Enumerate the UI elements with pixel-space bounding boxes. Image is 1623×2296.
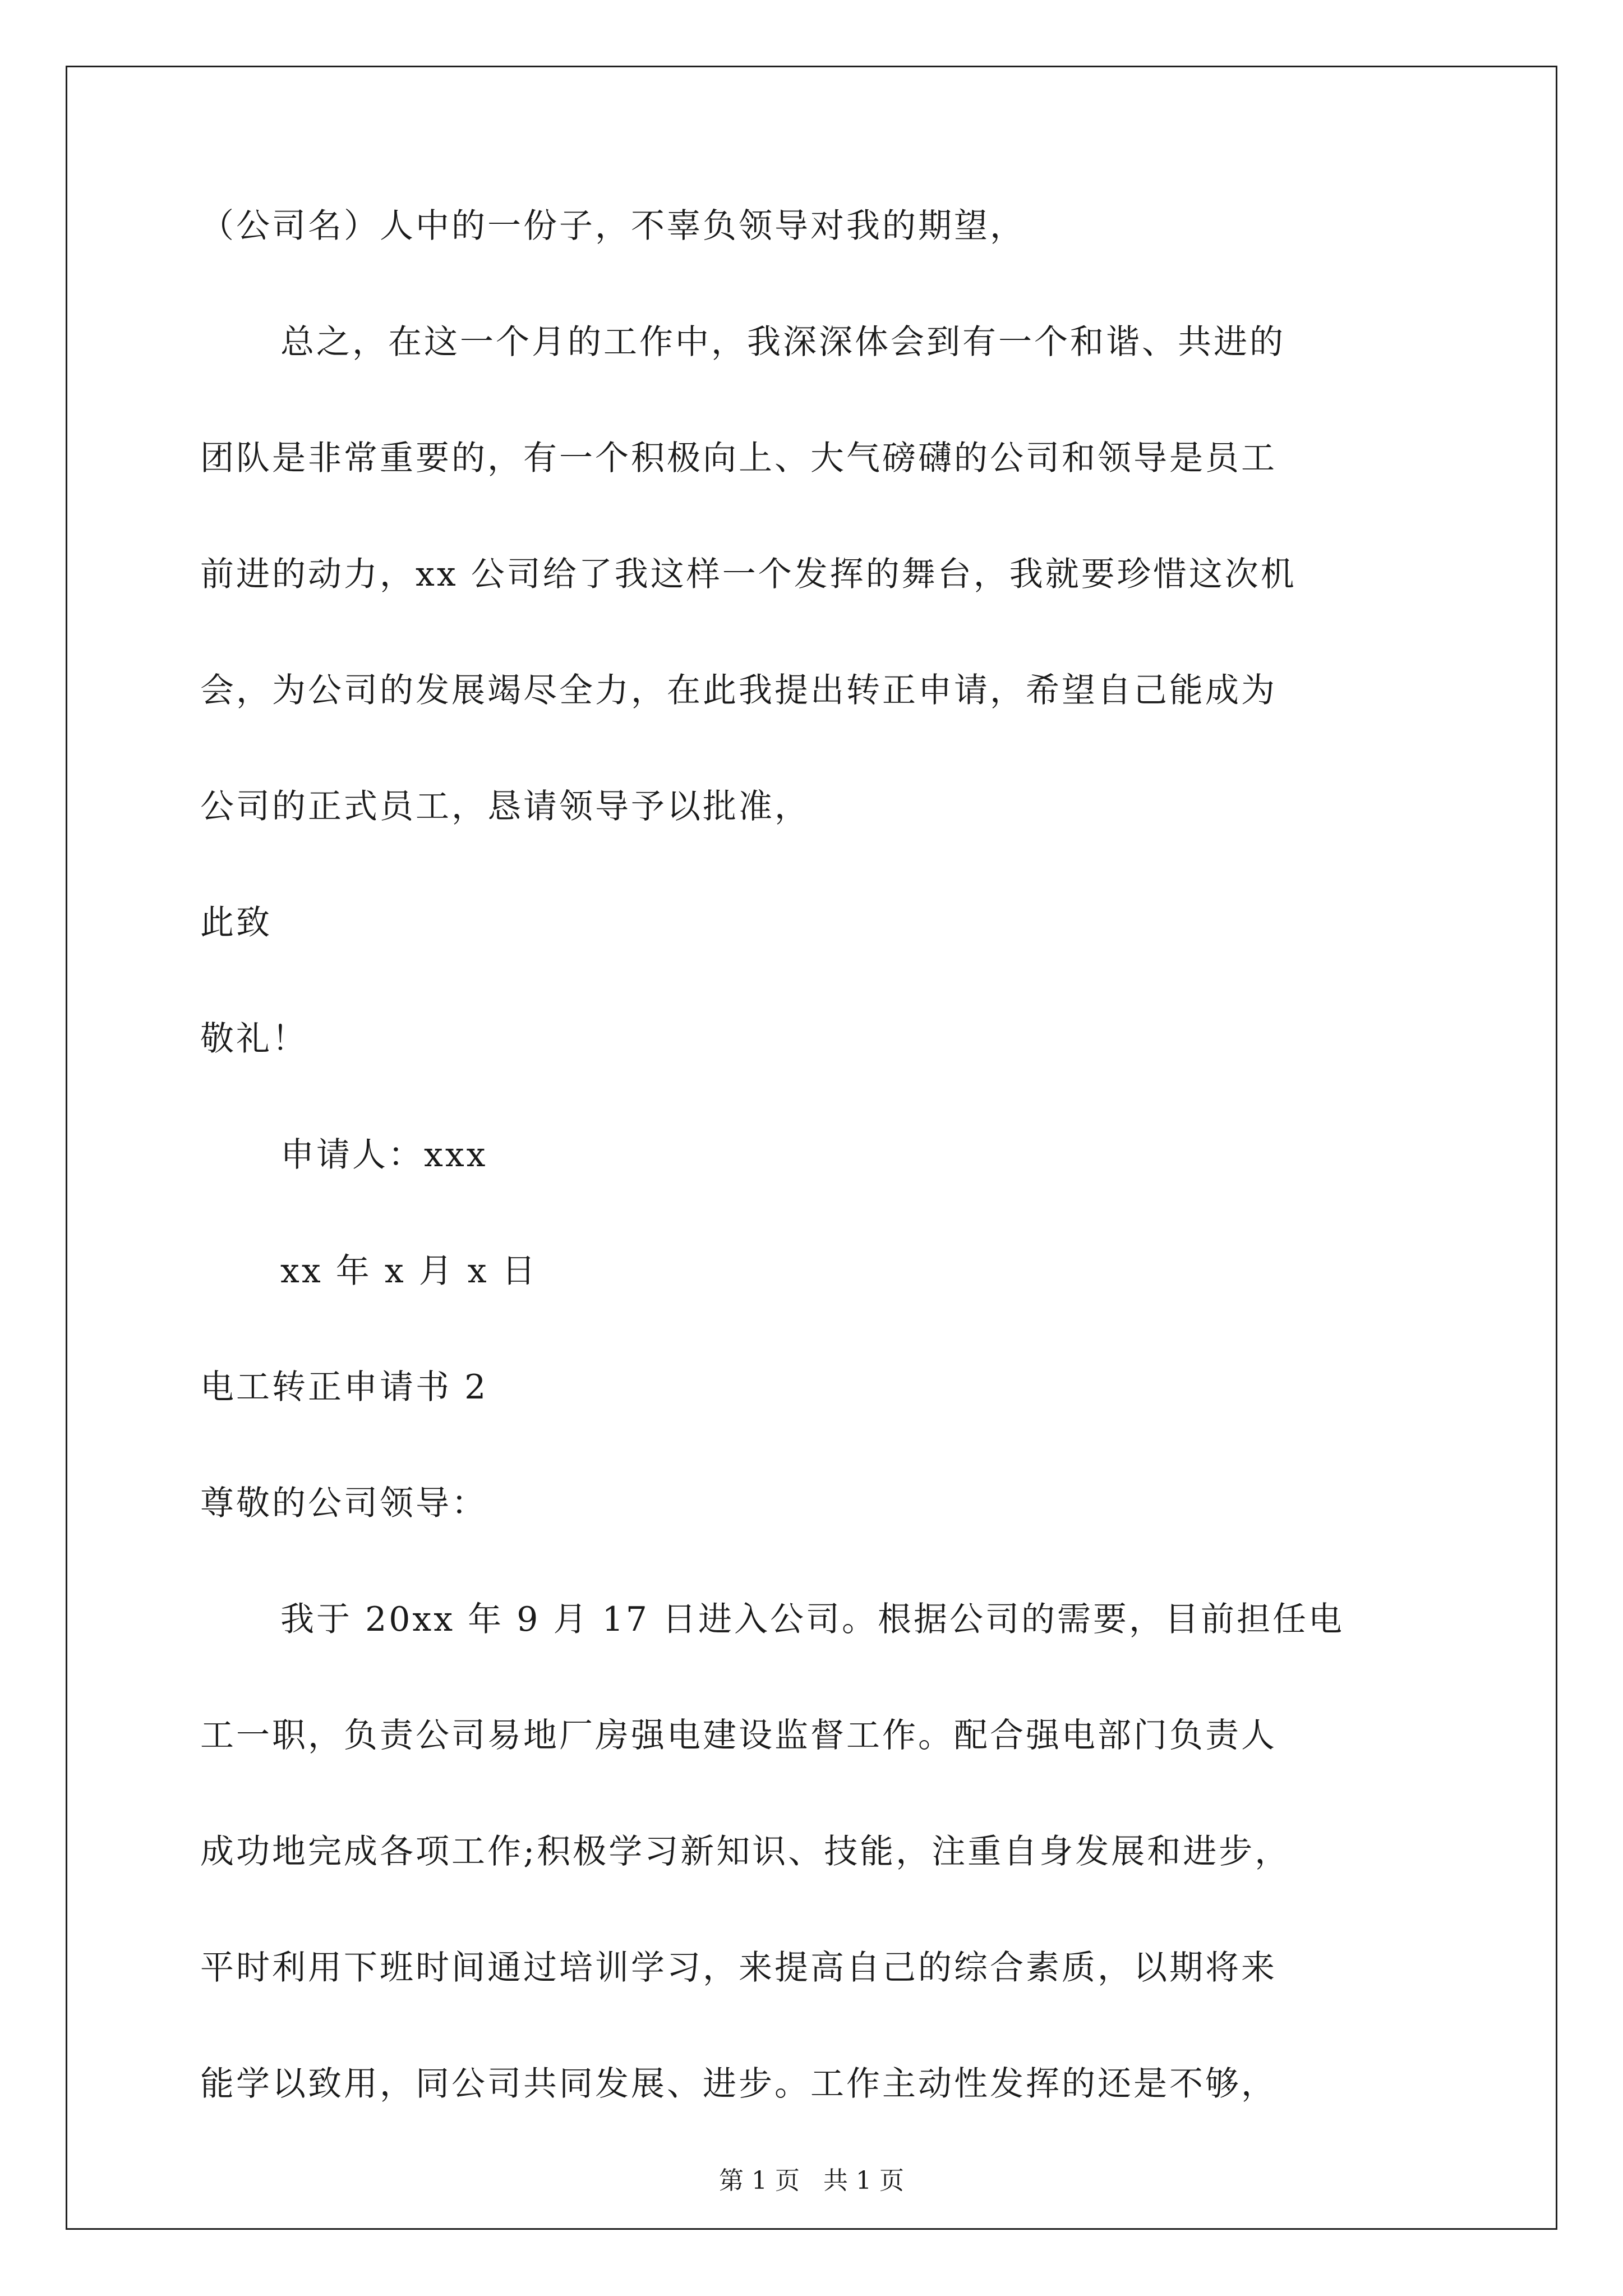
text-line: 工一职，负责公司易地厂房强电建设监督工作。配合强电部门负责人 xyxy=(200,1716,1277,1755)
greeting: 尊敬的公司领导： xyxy=(200,1484,487,1523)
applicant-signature: 申请人：xxx xyxy=(280,1135,488,1175)
section-title: 电工转正申请书 2 xyxy=(200,1368,488,1407)
text-line: 会，为公司的发展竭尽全力，在此我提出转正申请，希望自己能成为 xyxy=(200,671,1277,710)
text-line: 前进的动力，xx 公司给了我这样一个发挥的舞台，我就要珍惜这次机 xyxy=(200,555,1297,594)
text-line: 公司的正式员工，恳请领导予以批准， xyxy=(200,787,810,826)
text-line: （公司名）人中的一份子，不辜负领导对我的期望， xyxy=(200,206,1026,246)
text-line: 平时利用下班时间通过培训学习，来提高自己的综合素质，以期将来 xyxy=(200,1948,1277,1987)
closing-salutation: 此致 xyxy=(200,903,272,942)
signature-date: xx 年 x 月 x 日 xyxy=(280,1251,538,1291)
text-line: 团队是非常重要的，有一个积极向上、大气磅礴的公司和领导是员工 xyxy=(200,439,1277,478)
text-line: 成功地完成各项工作;积极学习新知识、技能，注重自身发展和进步， xyxy=(200,1832,1291,1871)
page-footer: 第 1 页 共 1 页 xyxy=(719,2166,904,2195)
text-line: 我于 20xx 年 9 月 17 日进入公司。根据公司的需要，目前担任电 xyxy=(280,1600,1344,1639)
text-line: 总之，在这一个月的工作中，我深深体会到有一个和谐、共进的 xyxy=(280,323,1285,362)
text-line: 能学以致用，同公司共同发展、进步。工作主动性发挥的还是不够， xyxy=(200,2064,1277,2104)
closing-regards: 敬礼！ xyxy=(200,1019,308,1059)
